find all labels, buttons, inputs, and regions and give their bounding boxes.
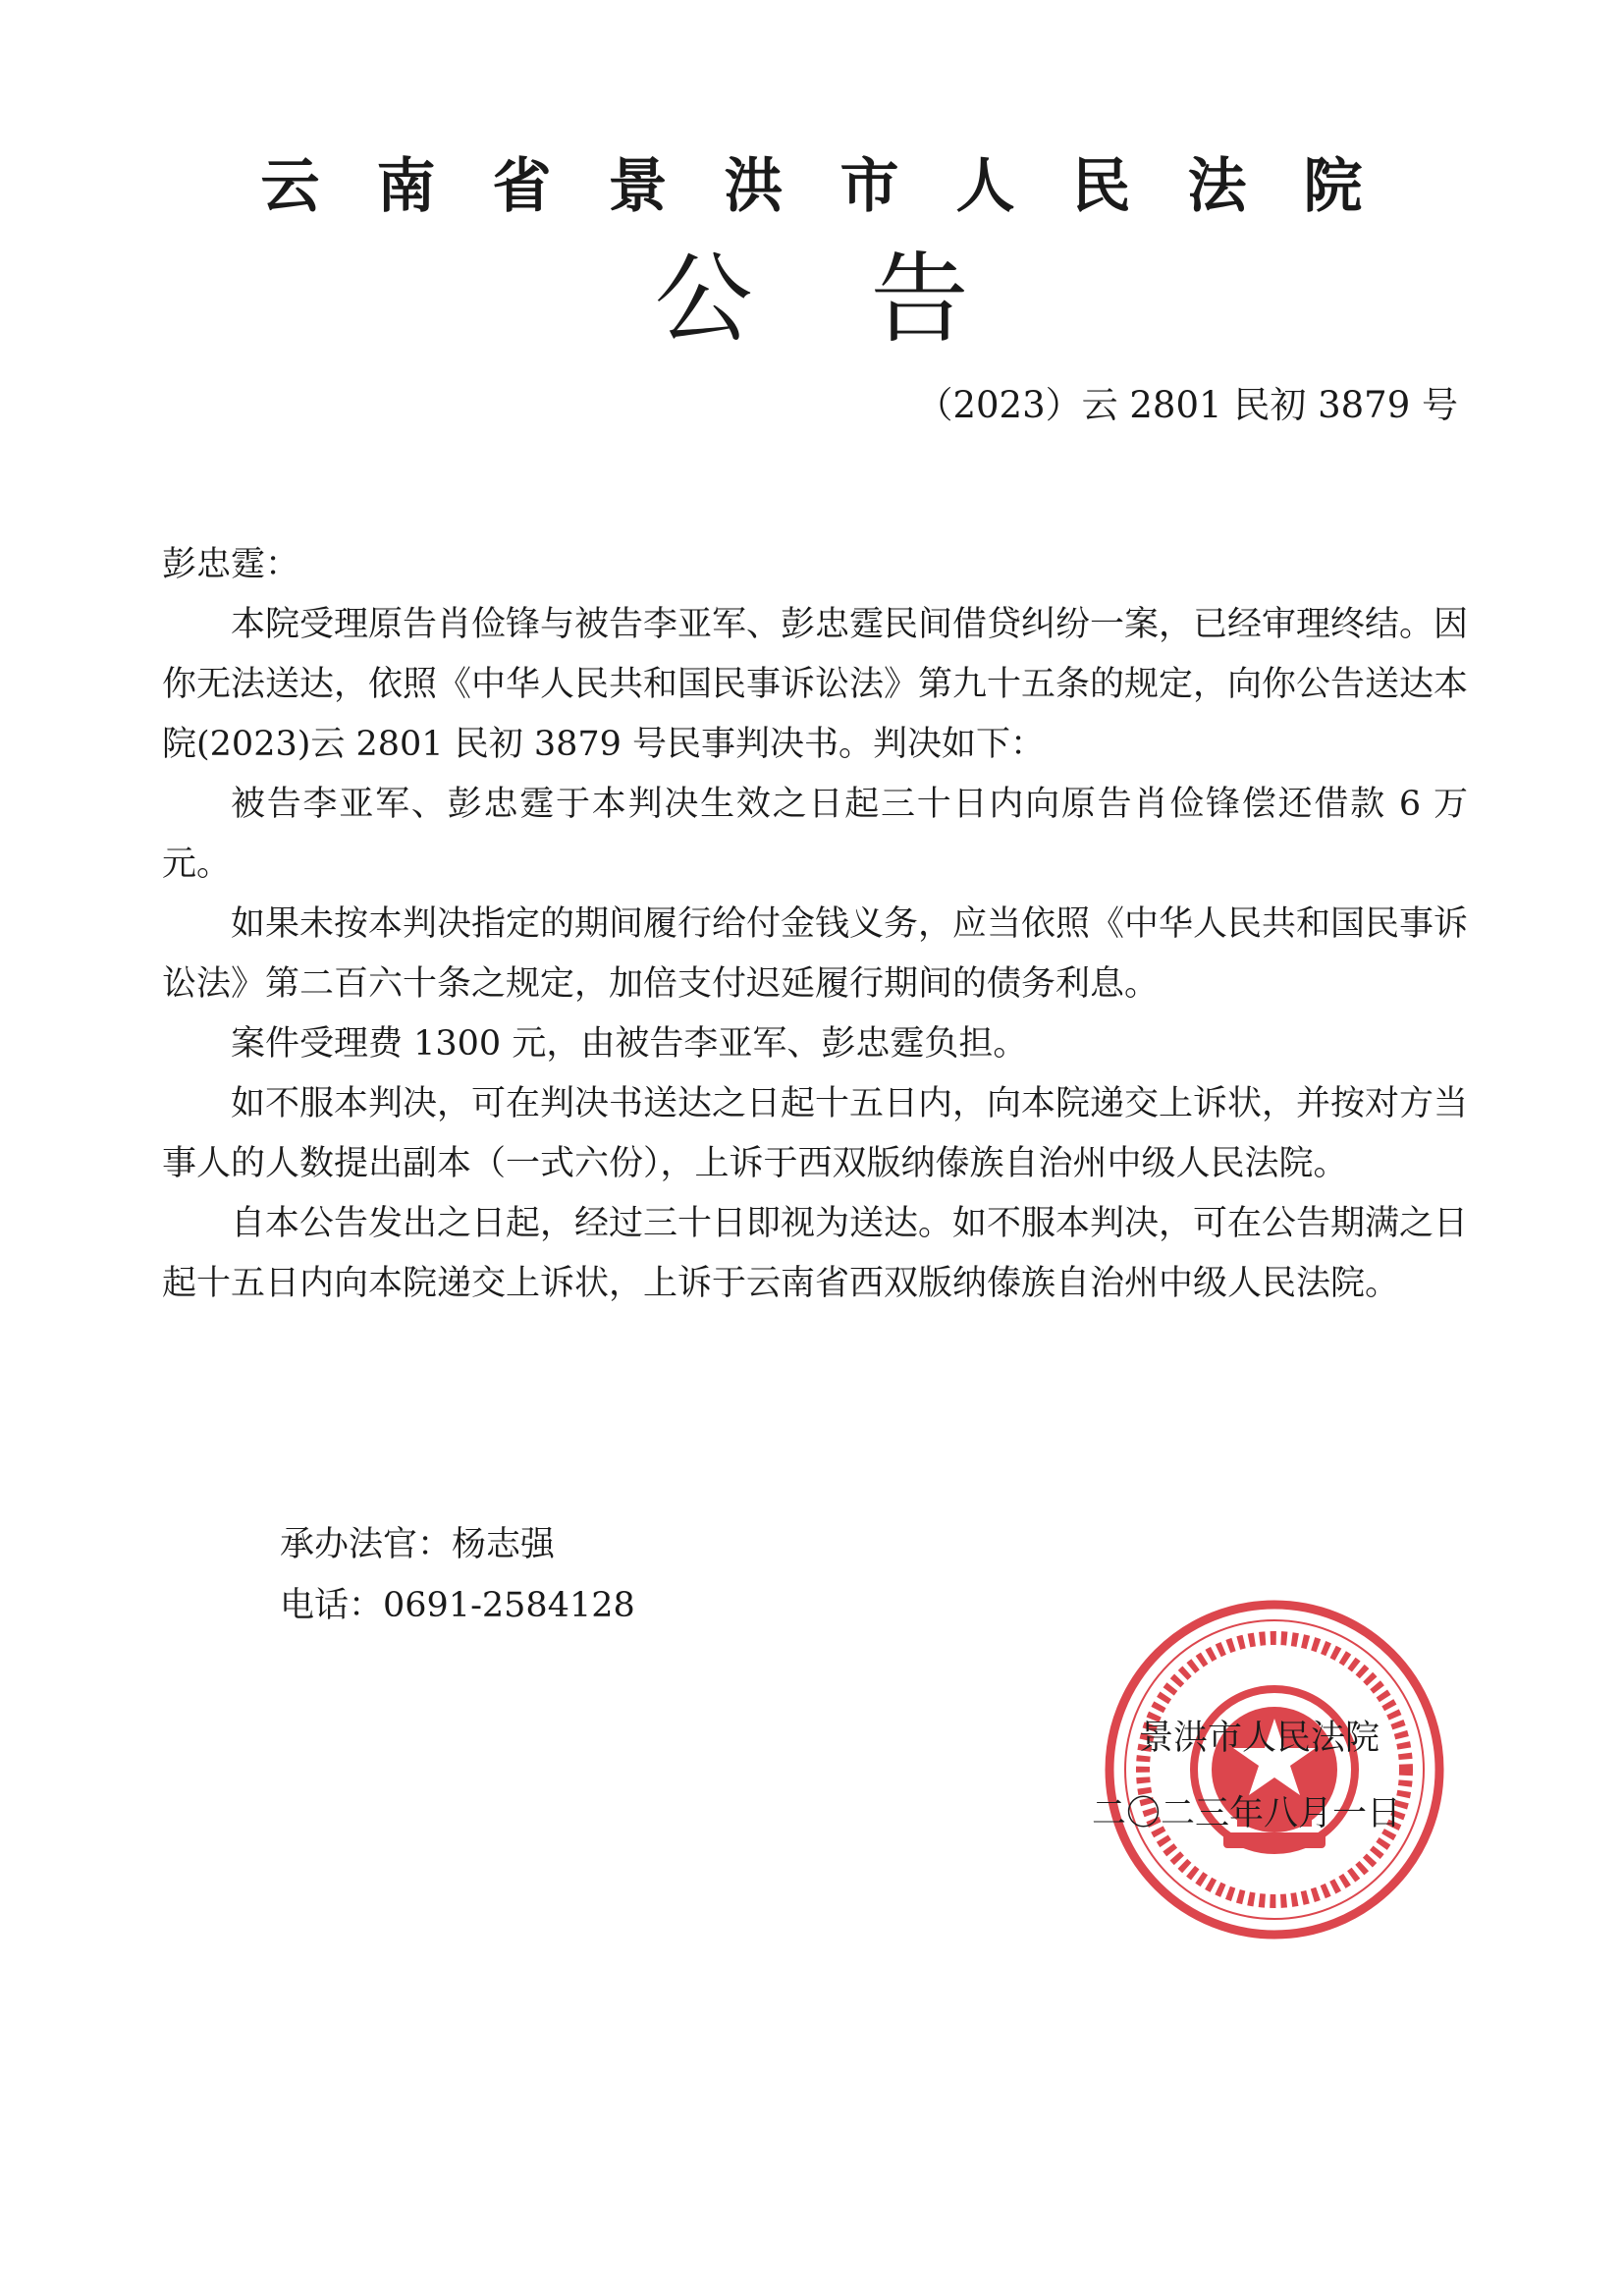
document-title: 公告 [654, 242, 1087, 356]
paragraph-service: 自本公告发出之日起，经过三十日即视为送达。如不服本判决，可在公告期满之日起十五日内向本院递交上诉状，上诉于云南省西双版纳傣族自治州中级人民法院。 [162, 1204, 1469, 1303]
paragraph-judgment: 被告李亚军、彭忠霆于本判决生效之日起三十日内向原告肖俭锋偿还借款 6 万元。 [162, 785, 1468, 884]
signature-court: 景洪市人民法院 [1139, 1719, 1380, 1758]
officer-info [280, 1514, 635, 1636]
addressee: 彭忠霆： [162, 545, 300, 584]
court-name: 云南省景洪市人民法院 [260, 152, 1420, 221]
notice-body [162, 535, 1468, 1314]
court-seal-stamp [1098, 1593, 1451, 1946]
paragraph-late-interest: 如果未按本判决指定的期间履行给付金钱义务，应当依照《中华人民共和国民事诉讼法》第二百六十条之规定，加倍支付迟延履行期间的债务利息。 [162, 904, 1469, 1004]
judge-line: 承办法官：杨志强 [280, 1525, 556, 1564]
paragraph-court-fee: 案件受理费 1300 元，由被告李亚军、彭忠霆负担。 [231, 1024, 1028, 1064]
phone-line: 电话：0691-2584128 [280, 1586, 635, 1625]
signature-date: 二〇二三年八月一日 [1092, 1794, 1402, 1833]
paragraph-case-summary: 本院受理原告肖俭锋与被告李亚军、彭忠霆民间借贷纠纷一案，已经审理终结。因你无法送达，依照《中华人民共和国民事诉讼法》第九十五条的规定，向你公告送达本院(2023)云 2801 民初 3879 号民事判决书。判决如下： [162, 605, 1469, 764]
case-number: （2023）云 2801 民初 3879 号 [916, 384, 1458, 426]
paragraph-appeal: 如不服本判决，可在判决书送达之日起十五日内，向本院递交上诉状，并按对方当事人的人数提出副本（一式六份），上诉于西双版纳傣族自治州中级人民法院。 [162, 1084, 1469, 1183]
